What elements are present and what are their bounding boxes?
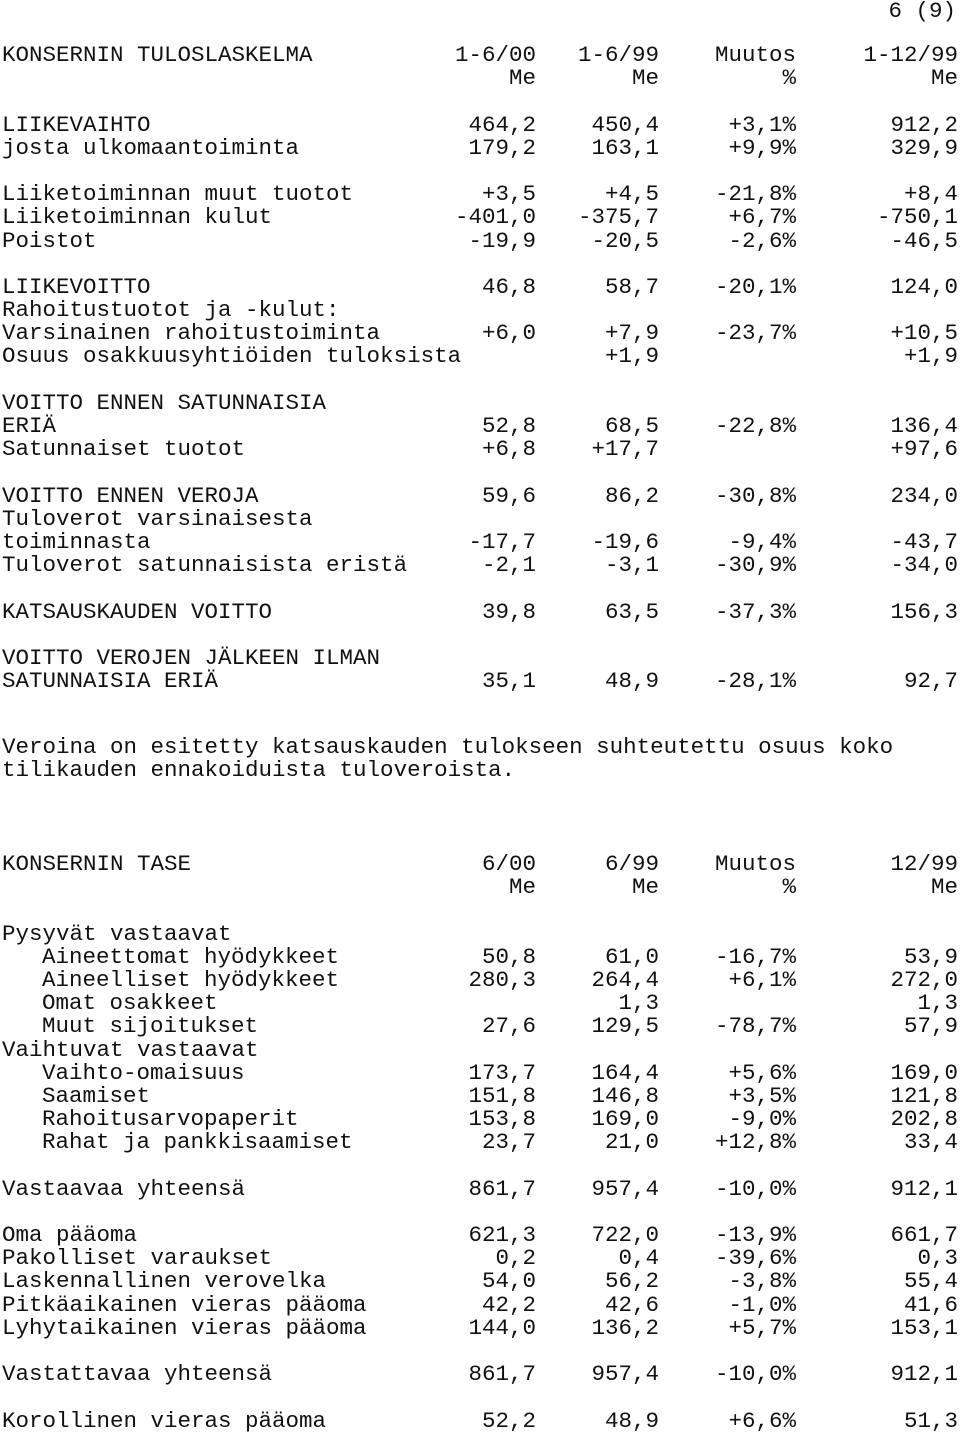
row-label: LIIKEVOITTO [2, 273, 151, 300]
spacer [2, 899, 958, 922]
row-label: LIIKEVAIHTO [2, 111, 151, 138]
row-value: 23,7 [481, 1129, 536, 1156]
row-label: VOITTO VEROJEN JÄLKEEN ILMAN [2, 644, 381, 671]
row-label: Pitkäaikainen vieras pääoma [2, 1291, 367, 1318]
row-value: +10,5 [890, 320, 958, 347]
table-row [2, 389, 958, 416]
row-value: 280,3 [468, 966, 536, 993]
row-value: 202,8 [890, 1106, 958, 1133]
row-value: 52,8 [481, 413, 536, 439]
row-value: 912,1 [890, 1175, 958, 1202]
income-unit: Me [631, 65, 659, 92]
row-label: Rahoitusarvopaperit [42, 1106, 299, 1133]
row-value: -13,9% [714, 1222, 796, 1248]
row-value: +6,7% [728, 204, 796, 231]
row-label: Muut sijoitukset [42, 1013, 259, 1040]
table-row [2, 1036, 958, 1063]
table-row [2, 1082, 958, 1109]
row-value: 121,8 [890, 1082, 958, 1109]
row-value: -28,1% [714, 668, 796, 695]
row-label: VOITTO ENNEN SATUNNAISIA [2, 389, 327, 416]
row-value: 179,2 [468, 134, 536, 161]
row-value: +7,9 [604, 320, 659, 347]
income-statement [2, 44, 958, 693]
row-value: 42,6 [604, 1291, 659, 1318]
row-value: 86,2 [604, 482, 659, 509]
balance-col-header: Muutos [714, 851, 796, 877]
balance-rows [2, 899, 958, 1432]
row-value: 54,0 [481, 1268, 536, 1295]
table-row [2, 644, 958, 671]
row-value: 35,1 [481, 668, 536, 695]
row-value: +12,8% [714, 1129, 796, 1156]
row-value: 51,3 [903, 1407, 958, 1434]
row-value: 169,0 [591, 1106, 659, 1133]
table-row [2, 111, 958, 138]
row-value: -20,1% [714, 273, 796, 300]
table-row [2, 1131, 958, 1154]
spacer [2, 160, 958, 183]
row-label: ERIÄ [2, 413, 57, 439]
table-row [2, 299, 958, 322]
balance-header-row [2, 853, 958, 876]
row-value: -1,0% [728, 1291, 796, 1318]
table-row [2, 966, 958, 993]
row-value: 173,7 [468, 1059, 536, 1086]
income-col-header: 1-6/99 [577, 42, 659, 68]
row-value: 272,0 [890, 966, 958, 993]
row-value: 661,7 [890, 1222, 958, 1248]
row-value: -750,1 [876, 204, 958, 231]
row-value: +8,4 [903, 181, 958, 208]
row-value: 164,4 [591, 1059, 659, 1086]
row-value: -3,1 [604, 552, 659, 579]
spacer [2, 1201, 958, 1224]
balance-units-row [2, 876, 958, 899]
row-value: 0,3 [917, 1245, 958, 1272]
table-row [2, 482, 958, 509]
row-value: -2,1 [481, 552, 536, 579]
row-label: josta ulkomaantoiminta [2, 134, 300, 161]
row-value: 57,9 [903, 1013, 958, 1040]
row-value: 450,4 [591, 111, 659, 138]
row-label: Vastaavaa yhteensä [2, 1175, 246, 1202]
row-label: Tuloverot varsinaisesta [2, 505, 313, 532]
income-title: KONSERNIN TULOSLASKELMA [2, 42, 313, 68]
row-value: +3,5% [728, 1082, 796, 1109]
table-row [2, 1407, 958, 1434]
row-value: 48,9 [604, 1407, 659, 1434]
row-label: Pysyvät vastaavat [2, 920, 232, 947]
income-col-header: Muutos [714, 42, 796, 68]
balance-title: KONSERNIN TASE [2, 851, 192, 877]
spacer [2, 577, 958, 600]
balance-col-header: 6/99 [604, 851, 659, 877]
row-value: +6,1% [728, 966, 796, 993]
spacer [2, 1154, 958, 1177]
row-value: -46,5 [890, 227, 958, 254]
table-row [2, 505, 958, 532]
row-label: Pakolliset varaukset [2, 1245, 273, 1272]
row-value: 464,2 [468, 111, 536, 138]
row-value: 52,2 [481, 1407, 536, 1434]
table-row [2, 227, 958, 254]
row-label: Vaihtuvat vastaavat [2, 1036, 259, 1063]
income-unit: Me [508, 65, 536, 92]
income-col-header: 1-12/99 [863, 42, 958, 68]
balance-unit: Me [508, 874, 536, 901]
row-label: KATSAUSKAUDEN VOITTO [2, 598, 273, 625]
row-value: -23,7% [714, 320, 796, 347]
table-row [2, 1224, 958, 1247]
row-value: +17,7 [591, 436, 659, 463]
row-value: -30,8% [714, 482, 796, 509]
spacer [2, 253, 958, 276]
table-row [2, 920, 958, 947]
row-value: 156,3 [890, 598, 958, 625]
row-value: 153,1 [890, 1314, 958, 1341]
table-row [2, 528, 958, 555]
row-value: +9,9% [728, 134, 796, 161]
row-value: -39,6% [714, 1245, 796, 1272]
row-label: Satunnaiset tuotot [2, 436, 246, 463]
balance-sheet [2, 853, 958, 1433]
income-header-row [2, 44, 958, 67]
row-value: 234,0 [890, 482, 958, 509]
row-value: -16,7% [714, 943, 796, 970]
row-label: Vastattavaa yhteensä [2, 1361, 273, 1388]
row-value: -17,7 [468, 528, 536, 555]
income-units-row [2, 67, 958, 90]
row-label: Liiketoiminnan muut tuotot [2, 181, 354, 208]
row-value: -9,4% [728, 528, 796, 555]
row-value: 21,0 [604, 1129, 659, 1156]
row-value: +3,1% [728, 111, 796, 138]
row-value: -78,7% [714, 1013, 796, 1040]
table-row [2, 1314, 958, 1341]
table-row [2, 992, 958, 1015]
row-value: 861,7 [468, 1175, 536, 1202]
table-row [2, 1175, 958, 1202]
row-value: -19,6 [591, 528, 659, 555]
table-row [2, 554, 958, 577]
row-value: -10,0% [714, 1361, 796, 1388]
row-value: 1,3 [917, 990, 958, 1017]
row-value: +6,6% [728, 1407, 796, 1434]
row-value: 61,0 [604, 943, 659, 970]
row-value: +1,9 [604, 343, 659, 370]
row-value: 56,2 [604, 1268, 659, 1295]
row-label: Korollinen vieras pääoma [2, 1407, 327, 1434]
balance-unit: % [782, 874, 796, 901]
row-value: 129,5 [591, 1013, 659, 1040]
row-value: 264,4 [591, 966, 659, 993]
spacer [2, 90, 958, 113]
row-value: -2,6% [728, 227, 796, 254]
table-row [2, 943, 958, 970]
row-label: Lyhytaikainen vieras pääoma [2, 1314, 367, 1341]
row-value: -30,9% [714, 552, 796, 579]
table-row [2, 1015, 958, 1038]
row-value: 153,8 [468, 1106, 536, 1133]
table-row [2, 273, 958, 300]
row-label: Poistot [2, 227, 97, 254]
row-value: -20,5 [591, 227, 659, 254]
row-value: 136,2 [591, 1314, 659, 1341]
row-value: -19,9 [468, 227, 536, 254]
row-value: 39,8 [481, 598, 536, 625]
row-label: Vaihto-omaisuus [42, 1059, 245, 1086]
balance-col-header: 6/00 [481, 851, 536, 877]
row-value: -34,0 [890, 552, 958, 579]
row-label: Varsinainen rahoitustoiminta [2, 320, 381, 347]
table-row [2, 1247, 958, 1270]
row-value: 27,6 [481, 1013, 536, 1040]
row-value: -21,8% [714, 181, 796, 208]
row-value: 169,0 [890, 1059, 958, 1086]
table-row [2, 598, 958, 625]
row-value: 146,8 [591, 1082, 659, 1109]
row-label: Osuus osakkuusyhtiöiden tuloksista [2, 343, 462, 370]
row-value: 136,4 [890, 413, 958, 439]
row-value: 46,8 [481, 273, 536, 300]
row-label: Aineelliset hyödykkeet [42, 966, 340, 993]
row-value: +97,6 [890, 436, 958, 463]
row-value: 41,6 [903, 1291, 958, 1318]
row-value: 957,4 [591, 1361, 659, 1388]
table-row [2, 1291, 958, 1318]
row-value: 50,8 [481, 943, 536, 970]
row-value: 53,9 [903, 943, 958, 970]
balance-unit: Me [631, 874, 659, 901]
income-col-header: 1-6/00 [454, 42, 536, 68]
row-value: 42,2 [481, 1291, 536, 1318]
spacer [2, 461, 958, 484]
row-value: +5,6% [728, 1059, 796, 1086]
row-value: 329,9 [890, 134, 958, 161]
row-value: 144,0 [468, 1314, 536, 1341]
tax-note: Veroina on esitetty katsauskauden tulokseen suhteutettu osuus koko tilikauden ennakoiduista tuloveroista. [2, 734, 894, 784]
row-value: 912,2 [890, 111, 958, 138]
row-value: 912,1 [890, 1361, 958, 1388]
row-value: 55,4 [903, 1268, 958, 1295]
row-value: 861,7 [468, 1361, 536, 1388]
row-label: Omat osakkeet [42, 990, 218, 1017]
table-row [2, 415, 958, 438]
row-value: -37,3% [714, 598, 796, 625]
row-label: Liiketoiminnan kulut [2, 204, 273, 231]
spacer [2, 369, 958, 392]
row-label: Rahat ja pankkisaamiset [42, 1129, 353, 1156]
row-value: +5,7% [728, 1314, 796, 1341]
balance-col-header: 12/99 [890, 851, 958, 877]
row-value: 163,1 [591, 134, 659, 161]
balance-unit: Me [930, 874, 958, 901]
row-value: 957,4 [591, 1175, 659, 1202]
row-value: 48,9 [604, 668, 659, 695]
row-value: 0,4 [618, 1245, 659, 1272]
page-number: 6 (9) [888, 0, 956, 24]
spacer [2, 624, 958, 647]
table-row [2, 345, 958, 368]
row-value: -22,8% [714, 413, 796, 439]
table-row [2, 670, 958, 693]
row-value: -43,7 [890, 528, 958, 555]
row-label: Rahoitustuotot ja -kulut: [2, 297, 340, 324]
table-row [2, 1059, 958, 1086]
row-value: 33,4 [903, 1129, 958, 1156]
table-row [2, 1270, 958, 1293]
row-value: 92,7 [903, 668, 958, 695]
spacer [2, 1386, 958, 1409]
table-row [2, 1363, 958, 1386]
row-label: Tuloverot satunnaisista eristä [2, 552, 408, 579]
row-value: 0,2 [495, 1245, 536, 1272]
income-rows [2, 90, 958, 693]
table-row [2, 134, 958, 161]
row-value: 59,6 [481, 482, 536, 509]
row-label: toiminnasta [2, 528, 151, 555]
table-row [2, 1108, 958, 1131]
row-label: VOITTO ENNEN VEROJA [2, 482, 259, 509]
row-label: Laskennallinen verovelka [2, 1268, 327, 1295]
row-value: 68,5 [604, 413, 659, 439]
table-row [2, 183, 958, 206]
row-value: -375,7 [577, 204, 659, 231]
table-row [2, 438, 958, 461]
row-value: 722,0 [591, 1222, 659, 1248]
spacer [2, 1340, 958, 1363]
table-row [2, 322, 958, 345]
row-value: +6,8 [481, 436, 536, 463]
row-label: Saamiset [42, 1082, 151, 1109]
row-value: -401,0 [454, 204, 536, 231]
row-value: 151,8 [468, 1082, 536, 1109]
row-value: +1,9 [903, 343, 958, 370]
income-unit: Me [930, 65, 958, 92]
row-value: -3,8% [728, 1268, 796, 1295]
row-value: 1,3 [618, 990, 659, 1017]
row-value: 63,5 [604, 598, 659, 625]
row-value: -9,0% [728, 1106, 796, 1133]
row-value: +6,0 [481, 320, 536, 347]
row-value: -10,0% [714, 1175, 796, 1202]
row-label: Aineettomat hyödykkeet [42, 943, 340, 970]
row-label: Oma pääoma [2, 1222, 138, 1248]
table-row [2, 206, 958, 229]
row-value: +4,5 [604, 181, 659, 208]
income-unit: % [782, 65, 796, 92]
row-value: 58,7 [604, 273, 659, 300]
row-label: SATUNNAISIA ERIÄ [2, 668, 219, 695]
row-value: 621,3 [468, 1222, 536, 1248]
row-value: +3,5 [481, 181, 536, 208]
row-value: 124,0 [890, 273, 958, 300]
